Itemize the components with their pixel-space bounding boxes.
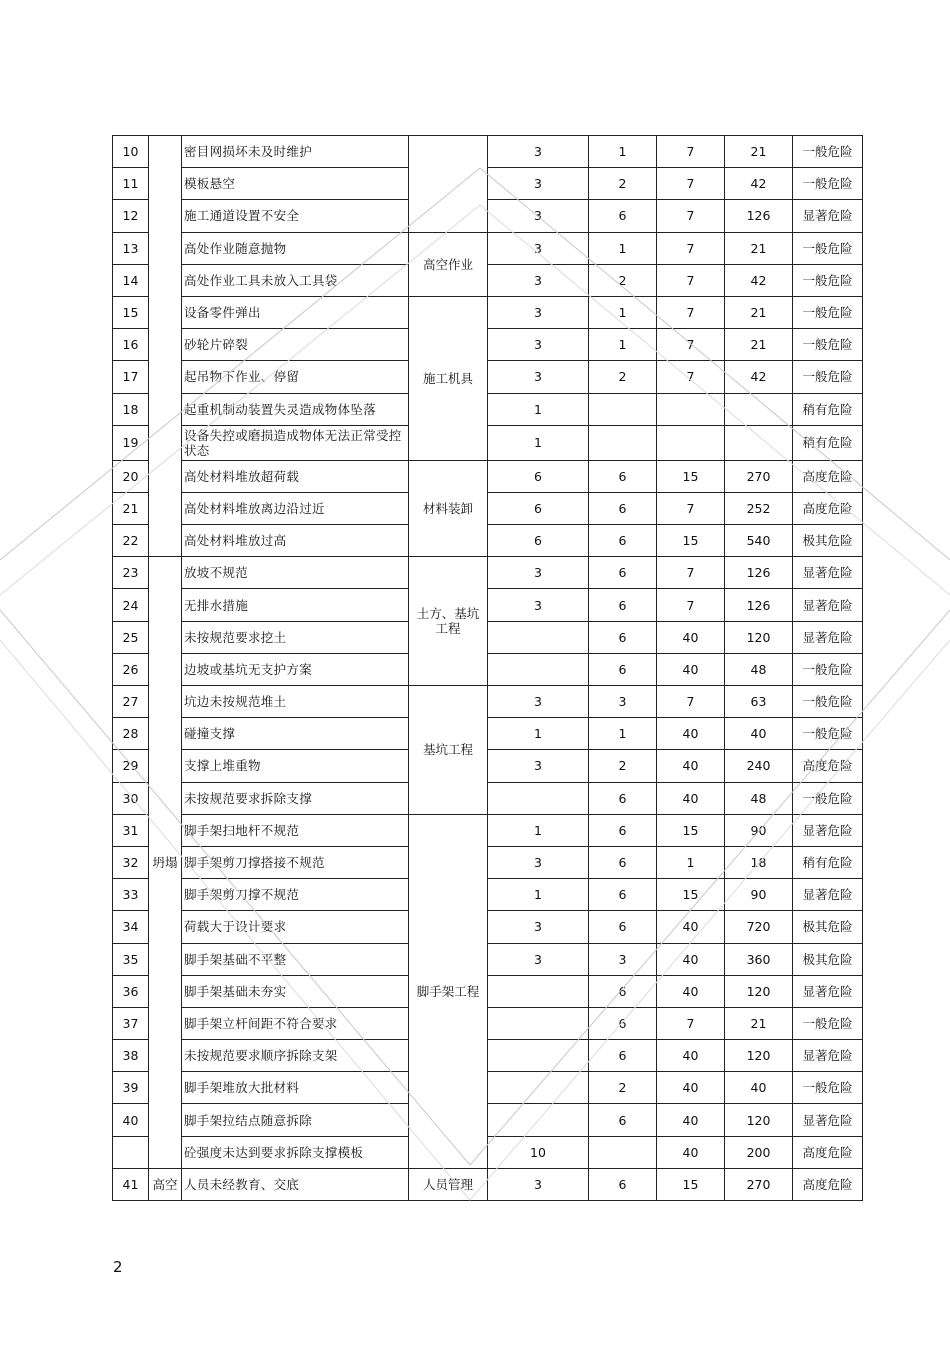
l-value: 3 <box>488 136 589 168</box>
risk-level: 显著危险 <box>793 1104 863 1136</box>
risk-level: 显著危险 <box>793 975 863 1007</box>
hazard-group: 高空 <box>149 1168 182 1200</box>
risk-level: 一般危险 <box>793 168 863 200</box>
d-value: 120 <box>725 975 793 1007</box>
risk-level: 显著危险 <box>793 621 863 653</box>
d-value: 252 <box>725 492 793 524</box>
c-value: 40 <box>657 1072 725 1104</box>
d-value: 360 <box>725 943 793 975</box>
e-value: 3 <box>589 686 657 718</box>
row-number <box>113 1136 149 1168</box>
e-value: 6 <box>589 525 657 557</box>
l-value: 3 <box>488 296 589 328</box>
l-value: 1 <box>488 879 589 911</box>
hazard-group <box>149 136 182 557</box>
d-value: 48 <box>725 782 793 814</box>
risk-level: 高度危险 <box>793 1168 863 1200</box>
l-value: 6 <box>488 460 589 492</box>
d-value: 540 <box>725 525 793 557</box>
row-number: 21 <box>113 492 149 524</box>
risk-level: 稍有危险 <box>793 425 863 460</box>
risk-level: 高度危险 <box>793 492 863 524</box>
l-value: 3 <box>488 1168 589 1200</box>
e-value: 6 <box>589 879 657 911</box>
l-value: 3 <box>488 200 589 232</box>
hazard-description: 未按规范要求挖土 <box>182 621 409 653</box>
hazard-group: 坍塌 <box>149 557 182 1169</box>
e-value: 6 <box>589 814 657 846</box>
risk-level: 一般危险 <box>793 329 863 361</box>
c-value: 15 <box>657 879 725 911</box>
row-number: 37 <box>113 1007 149 1039</box>
e-value <box>589 1136 657 1168</box>
d-value: 126 <box>725 200 793 232</box>
risk-level: 极其危险 <box>793 525 863 557</box>
table-row <box>113 621 863 653</box>
l-value <box>488 653 589 685</box>
table-row <box>113 1104 863 1136</box>
c-value: 7 <box>657 492 725 524</box>
hazard-description: 脚手架立杆间距不符合要求 <box>182 1007 409 1039</box>
c-value: 1 <box>657 846 725 878</box>
page-number: 2 <box>113 1258 123 1276</box>
d-value: 120 <box>725 1040 793 1072</box>
table-row <box>113 846 863 878</box>
table-row <box>113 686 863 718</box>
risk-level: 显著危险 <box>793 200 863 232</box>
c-value <box>657 425 725 460</box>
e-value: 1 <box>589 136 657 168</box>
table-row <box>113 264 863 296</box>
hazard-description: 坑边未按规范堆土 <box>182 686 409 718</box>
row-number: 19 <box>113 425 149 460</box>
risk-level: 显著危险 <box>793 814 863 846</box>
row-number: 13 <box>113 232 149 264</box>
work-category: 施工机具 <box>409 296 488 460</box>
l-value: 3 <box>488 589 589 621</box>
work-category: 高空作业 <box>409 232 488 296</box>
c-value: 7 <box>657 557 725 589</box>
row-number: 31 <box>113 814 149 846</box>
l-value: 6 <box>488 525 589 557</box>
hazard-description: 砂轮片碎裂 <box>182 329 409 361</box>
row-number: 30 <box>113 782 149 814</box>
row-number: 28 <box>113 718 149 750</box>
d-value: 21 <box>725 296 793 328</box>
l-value: 1 <box>488 393 589 425</box>
c-value: 40 <box>657 718 725 750</box>
row-number: 32 <box>113 846 149 878</box>
c-value: 7 <box>657 589 725 621</box>
c-value: 40 <box>657 943 725 975</box>
l-value <box>488 1104 589 1136</box>
risk-level: 一般危险 <box>793 264 863 296</box>
row-number: 10 <box>113 136 149 168</box>
c-value: 7 <box>657 232 725 264</box>
risk-level: 一般危险 <box>793 296 863 328</box>
e-value: 6 <box>589 492 657 524</box>
row-number: 16 <box>113 329 149 361</box>
l-value: 3 <box>488 232 589 264</box>
hazard-description: 脚手架扫地杆不规范 <box>182 814 409 846</box>
l-value: 3 <box>488 557 589 589</box>
c-value: 7 <box>657 264 725 296</box>
row-number: 35 <box>113 943 149 975</box>
e-value: 2 <box>589 1072 657 1104</box>
table-row <box>113 750 863 782</box>
c-value: 7 <box>657 168 725 200</box>
risk-level: 显著危险 <box>793 589 863 621</box>
work-category: 脚手架工程 <box>409 814 488 1168</box>
table-row <box>113 168 863 200</box>
risk-level: 一般危险 <box>793 1072 863 1104</box>
risk-level: 一般危险 <box>793 136 863 168</box>
risk-assessment-table <box>112 135 863 1201</box>
row-number: 12 <box>113 200 149 232</box>
hazard-description: 无排水措施 <box>182 589 409 621</box>
d-value: 42 <box>725 361 793 393</box>
row-number: 25 <box>113 621 149 653</box>
table-row <box>113 879 863 911</box>
d-value: 18 <box>725 846 793 878</box>
l-value: 3 <box>488 361 589 393</box>
d-value: 21 <box>725 232 793 264</box>
l-value <box>488 975 589 1007</box>
c-value: 7 <box>657 329 725 361</box>
table-row <box>113 492 863 524</box>
d-value <box>725 425 793 460</box>
table-row <box>113 1040 863 1072</box>
e-value: 2 <box>589 750 657 782</box>
hazard-description: 脚手架基础未夯实 <box>182 975 409 1007</box>
c-value: 7 <box>657 296 725 328</box>
c-value: 40 <box>657 1040 725 1072</box>
row-number: 24 <box>113 589 149 621</box>
hazard-description: 起吊物下作业、停留 <box>182 361 409 393</box>
e-value: 2 <box>589 168 657 200</box>
risk-level: 显著危险 <box>793 879 863 911</box>
e-value: 6 <box>589 621 657 653</box>
hazard-description: 边坡或基坑无支护方案 <box>182 653 409 685</box>
c-value: 40 <box>657 653 725 685</box>
d-value: 21 <box>725 136 793 168</box>
e-value <box>589 425 657 460</box>
hazard-description: 高处作业随意抛物 <box>182 232 409 264</box>
l-value <box>488 1040 589 1072</box>
e-value: 6 <box>589 557 657 589</box>
d-value: 126 <box>725 557 793 589</box>
d-value: 21 <box>725 1007 793 1039</box>
hazard-description: 高处作业工具未放入工具袋 <box>182 264 409 296</box>
l-value: 1 <box>488 718 589 750</box>
row-number: 11 <box>113 168 149 200</box>
e-value: 6 <box>589 589 657 621</box>
d-value: 42 <box>725 168 793 200</box>
hazard-description: 高处材料堆放离边沿过近 <box>182 492 409 524</box>
table-row <box>113 814 863 846</box>
hazard-description: 人员未经教育、交底 <box>182 1168 409 1200</box>
c-value: 7 <box>657 1007 725 1039</box>
e-value: 6 <box>589 1104 657 1136</box>
row-number: 26 <box>113 653 149 685</box>
hazard-description: 模板悬空 <box>182 168 409 200</box>
hazard-description: 密目网损坏未及时维护 <box>182 136 409 168</box>
e-value: 6 <box>589 200 657 232</box>
c-value: 40 <box>657 750 725 782</box>
row-number: 22 <box>113 525 149 557</box>
l-value: 3 <box>488 264 589 296</box>
hazard-description: 未按规范要求顺序拆除支架 <box>182 1040 409 1072</box>
e-value: 6 <box>589 1168 657 1200</box>
table-row <box>113 1136 863 1168</box>
l-value: 3 <box>488 329 589 361</box>
row-number: 33 <box>113 879 149 911</box>
risk-level: 一般危险 <box>793 782 863 814</box>
hazard-description: 高处材料堆放超荷载 <box>182 460 409 492</box>
e-value: 6 <box>589 911 657 943</box>
hazard-description: 碰撞支撑 <box>182 718 409 750</box>
table-row <box>113 525 863 557</box>
hazard-description: 设备零件弹出 <box>182 296 409 328</box>
e-value: 2 <box>589 264 657 296</box>
l-value: 3 <box>488 750 589 782</box>
table-row <box>113 911 863 943</box>
c-value: 40 <box>657 911 725 943</box>
l-value <box>488 1072 589 1104</box>
c-value: 40 <box>657 1136 725 1168</box>
d-value: 48 <box>725 653 793 685</box>
c-value: 15 <box>657 525 725 557</box>
row-number: 20 <box>113 460 149 492</box>
e-value: 6 <box>589 1040 657 1072</box>
risk-level: 一般危险 <box>793 1007 863 1039</box>
d-value: 120 <box>725 1104 793 1136</box>
e-value: 1 <box>589 296 657 328</box>
c-value: 40 <box>657 975 725 1007</box>
work-category: 土方、基坑工程 <box>409 557 488 686</box>
e-value <box>589 393 657 425</box>
hazard-description: 脚手架剪刀撑搭接不规范 <box>182 846 409 878</box>
hazard-description: 放坡不规范 <box>182 557 409 589</box>
c-value: 15 <box>657 460 725 492</box>
risk-level: 稍有危险 <box>793 846 863 878</box>
l-value: 3 <box>488 943 589 975</box>
table-row <box>113 943 863 975</box>
l-value: 1 <box>488 425 589 460</box>
risk-level: 极其危险 <box>793 911 863 943</box>
d-value: 42 <box>725 264 793 296</box>
risk-level: 高度危险 <box>793 750 863 782</box>
hazard-description: 脚手架剪刀撑不规范 <box>182 879 409 911</box>
row-number: 15 <box>113 296 149 328</box>
hazard-description: 高处材料堆放过高 <box>182 525 409 557</box>
table-row <box>113 1007 863 1039</box>
row-number: 18 <box>113 393 149 425</box>
e-value: 3 <box>589 943 657 975</box>
d-value: 63 <box>725 686 793 718</box>
l-value: 3 <box>488 168 589 200</box>
table-row <box>113 425 863 460</box>
work-category <box>409 136 488 233</box>
e-value: 6 <box>589 460 657 492</box>
hazard-description: 脚手架堆放大批材料 <box>182 1072 409 1104</box>
hazard-description: 未按规范要求拆除支撑 <box>182 782 409 814</box>
e-value: 1 <box>589 232 657 264</box>
risk-level: 显著危险 <box>793 1040 863 1072</box>
work-category: 人员管理 <box>409 1168 488 1200</box>
l-value <box>488 1007 589 1039</box>
row-number: 23 <box>113 557 149 589</box>
row-number: 29 <box>113 750 149 782</box>
d-value: 240 <box>725 750 793 782</box>
hazard-description: 脚手架拉结点随意拆除 <box>182 1104 409 1136</box>
d-value: 200 <box>725 1136 793 1168</box>
risk-level: 稍有危险 <box>793 393 863 425</box>
table-row <box>113 557 863 589</box>
row-number: 14 <box>113 264 149 296</box>
hazard-description: 荷载大于设计要求 <box>182 911 409 943</box>
row-number: 34 <box>113 911 149 943</box>
e-value: 6 <box>589 782 657 814</box>
table-row <box>113 718 863 750</box>
table-row <box>113 975 863 1007</box>
table-row <box>113 653 863 685</box>
hazard-description: 支撑上堆重物 <box>182 750 409 782</box>
row-number: 39 <box>113 1072 149 1104</box>
table-row <box>113 460 863 492</box>
c-value: 7 <box>657 361 725 393</box>
l-value <box>488 621 589 653</box>
work-category: 基坑工程 <box>409 686 488 815</box>
c-value: 7 <box>657 686 725 718</box>
table-row <box>113 329 863 361</box>
table-row <box>113 393 863 425</box>
c-value: 15 <box>657 814 725 846</box>
e-value: 2 <box>589 361 657 393</box>
risk-level: 高度危险 <box>793 460 863 492</box>
l-value: 3 <box>488 686 589 718</box>
l-value: 10 <box>488 1136 589 1168</box>
table-row <box>113 232 863 264</box>
table-row <box>113 589 863 621</box>
hazard-description: 起重机制动装置失灵造成物体坠落 <box>182 393 409 425</box>
risk-level: 极其危险 <box>793 943 863 975</box>
e-value: 6 <box>589 846 657 878</box>
row-number: 41 <box>113 1168 149 1200</box>
c-value: 7 <box>657 200 725 232</box>
table-row <box>113 296 863 328</box>
d-value: 90 <box>725 879 793 911</box>
d-value: 21 <box>725 329 793 361</box>
e-value: 6 <box>589 653 657 685</box>
e-value: 1 <box>589 718 657 750</box>
table-row <box>113 200 863 232</box>
d-value: 40 <box>725 1072 793 1104</box>
risk-level: 一般危险 <box>793 653 863 685</box>
table-row <box>113 361 863 393</box>
hazard-description: 设备失控或磨损造成物体无法正常受控状态 <box>182 425 409 460</box>
work-category: 材料装卸 <box>409 460 488 557</box>
d-value: 40 <box>725 718 793 750</box>
d-value: 720 <box>725 911 793 943</box>
e-value: 6 <box>589 1007 657 1039</box>
hazard-description: 脚手架基础不平整 <box>182 943 409 975</box>
hazard-description: 砼强度未达到要求拆除支撑模板 <box>182 1136 409 1168</box>
risk-level: 一般危险 <box>793 718 863 750</box>
risk-level: 一般危险 <box>793 686 863 718</box>
hazard-description: 施工通道设置不安全 <box>182 200 409 232</box>
e-value: 6 <box>589 975 657 1007</box>
d-value: 270 <box>725 460 793 492</box>
c-value <box>657 393 725 425</box>
risk-level: 一般危险 <box>793 361 863 393</box>
l-value <box>488 782 589 814</box>
e-value: 1 <box>589 329 657 361</box>
row-number: 36 <box>113 975 149 1007</box>
table-row <box>113 1072 863 1104</box>
risk-level: 显著危险 <box>793 557 863 589</box>
c-value: 7 <box>657 136 725 168</box>
d-value: 120 <box>725 621 793 653</box>
table-row <box>113 782 863 814</box>
risk-level: 一般危险 <box>793 232 863 264</box>
c-value: 40 <box>657 1104 725 1136</box>
row-number: 17 <box>113 361 149 393</box>
c-value: 40 <box>657 621 725 653</box>
l-value: 1 <box>488 814 589 846</box>
l-value: 3 <box>488 911 589 943</box>
d-value <box>725 393 793 425</box>
c-value: 40 <box>657 782 725 814</box>
l-value: 3 <box>488 846 589 878</box>
d-value: 90 <box>725 814 793 846</box>
d-value: 126 <box>725 589 793 621</box>
table-row <box>113 136 863 168</box>
d-value: 270 <box>725 1168 793 1200</box>
risk-level: 高度危险 <box>793 1136 863 1168</box>
c-value: 15 <box>657 1168 725 1200</box>
l-value: 6 <box>488 492 589 524</box>
row-number: 38 <box>113 1040 149 1072</box>
table-row <box>113 1168 863 1200</box>
row-number: 27 <box>113 686 149 718</box>
row-number: 40 <box>113 1104 149 1136</box>
